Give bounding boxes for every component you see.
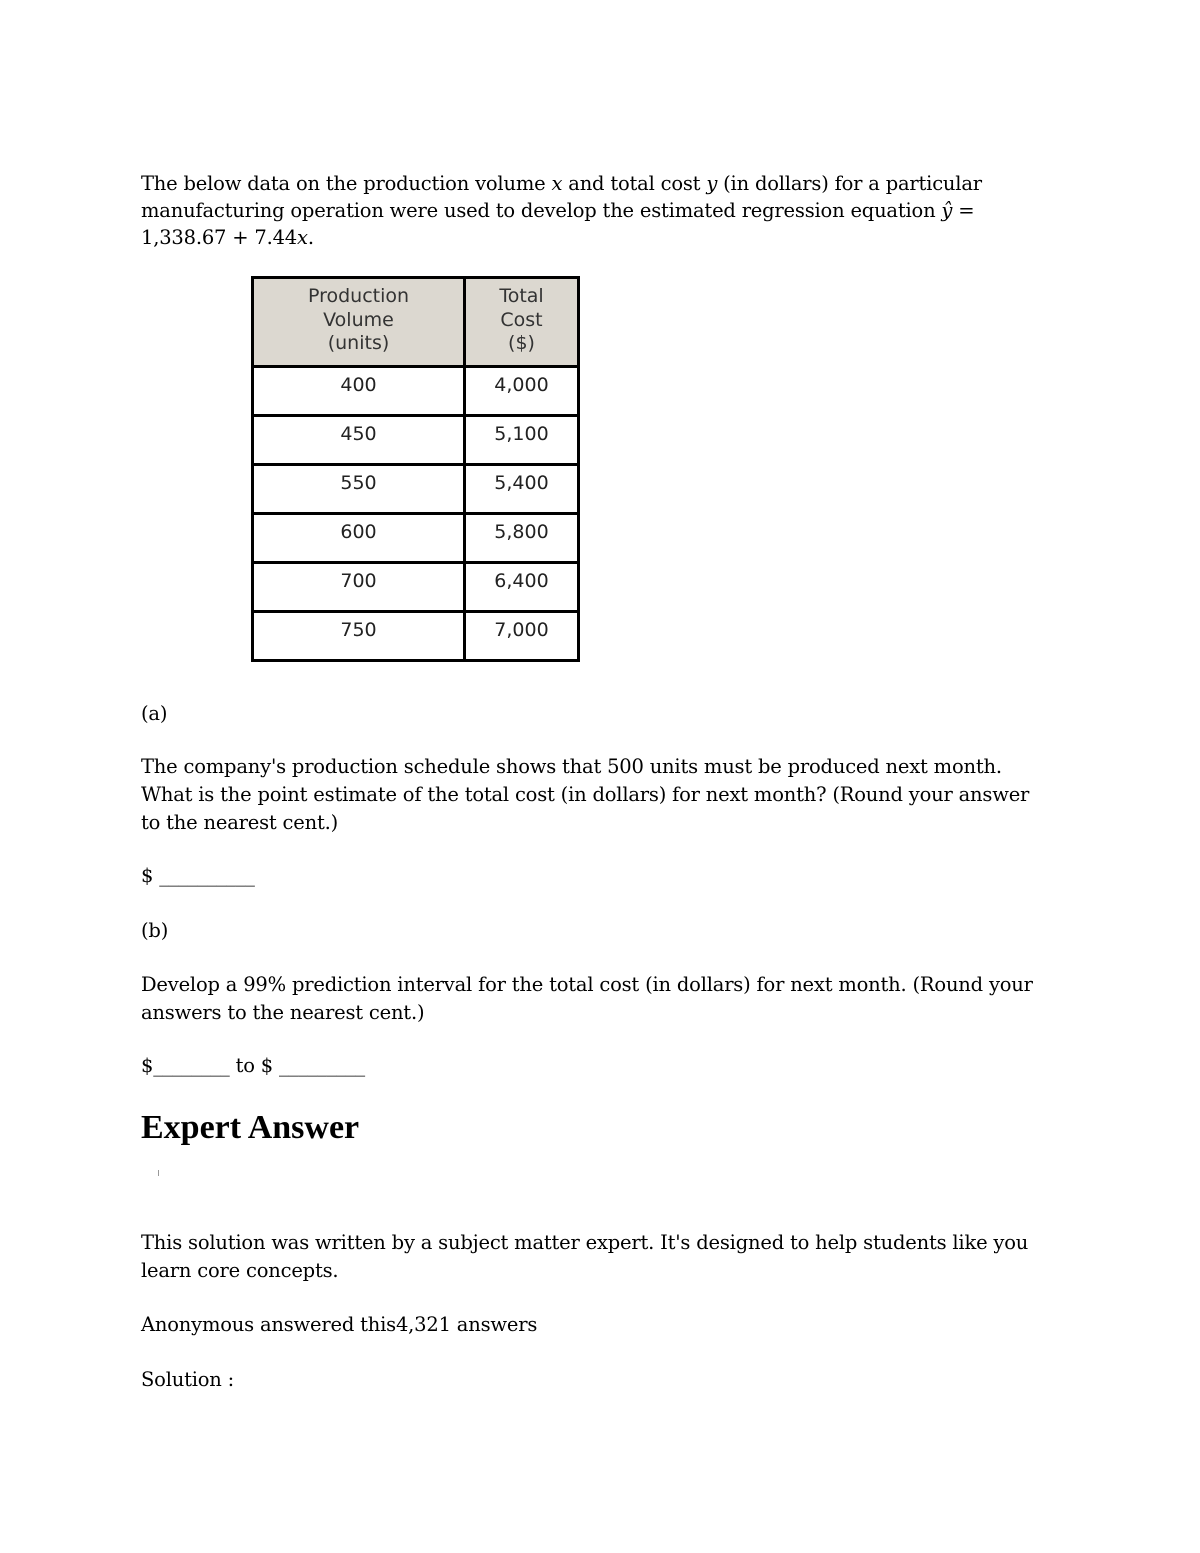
table-row bbox=[253, 612, 579, 661]
intro-paragraph bbox=[141, 170, 1041, 251]
part-a-answer-line: $ __________ bbox=[141, 864, 255, 887]
variable-x: x bbox=[297, 226, 308, 249]
cell-volume: 750 bbox=[253, 612, 465, 661]
solution-label: Solution : bbox=[141, 1368, 235, 1391]
cell-cost: 5,400 bbox=[465, 465, 579, 514]
table-row bbox=[253, 367, 579, 416]
expert-note: This solution was written by a subject matter expert. It's designed to help students like you learn core concepts. bbox=[141, 1231, 1029, 1282]
cell-cost: 6,400 bbox=[465, 563, 579, 612]
table-row bbox=[253, 563, 579, 612]
data-table bbox=[251, 276, 580, 662]
table-header-row bbox=[253, 278, 579, 367]
cell-cost: 5,100 bbox=[465, 416, 579, 465]
expert-answer-heading: Expert Answer bbox=[141, 1109, 360, 1146]
intro-text: The below data on the production volume bbox=[141, 172, 552, 195]
cell-volume: 550 bbox=[253, 465, 465, 514]
variable-y-hat: ŷ bbox=[941, 199, 953, 222]
header-total-cost: Total Cost ($) bbox=[465, 278, 579, 367]
variable-y: y bbox=[706, 172, 718, 195]
answered-by: Anonymous answered this4,321 answers bbox=[141, 1313, 538, 1336]
table-row bbox=[253, 465, 579, 514]
table-row bbox=[253, 416, 579, 465]
regression-equation: = 1,338.67 + 7.44 bbox=[141, 199, 975, 249]
cell-cost: 4,000 bbox=[465, 367, 579, 416]
cell-volume: 700 bbox=[253, 563, 465, 612]
decorative-mark bbox=[158, 1170, 159, 1176]
header-production-volume: Production Volume (units) bbox=[253, 278, 465, 367]
table-row bbox=[253, 514, 579, 563]
part-a-question: The company's production schedule shows that 500 units must be produced next month. What is the point estimate of the total cost (in dollars) for next month? (Round your answer to the nearest cent.) bbox=[141, 755, 1030, 834]
cell-cost: 5,800 bbox=[465, 514, 579, 563]
cell-volume: 400 bbox=[253, 367, 465, 416]
cell-volume: 600 bbox=[253, 514, 465, 563]
intro-text: and total cost bbox=[562, 172, 707, 195]
part-b-question: Develop a 99% prediction interval for the total cost (in dollars) for next month. (Round your answers to the nearest cent.) bbox=[141, 973, 1033, 1024]
intro-text: (in dollars) for a particular manufacturing operation were used to develop the estimated regression equation bbox=[141, 172, 982, 222]
part-b-answer-line: $________ to $ _________ bbox=[141, 1054, 365, 1077]
part-b-label: (b) bbox=[141, 919, 169, 942]
part-a-label: (a) bbox=[141, 702, 168, 725]
cell-cost: 7,000 bbox=[465, 612, 579, 661]
variable-x: x bbox=[551, 172, 563, 195]
intro-text: . bbox=[307, 226, 314, 249]
cell-volume: 450 bbox=[253, 416, 465, 465]
